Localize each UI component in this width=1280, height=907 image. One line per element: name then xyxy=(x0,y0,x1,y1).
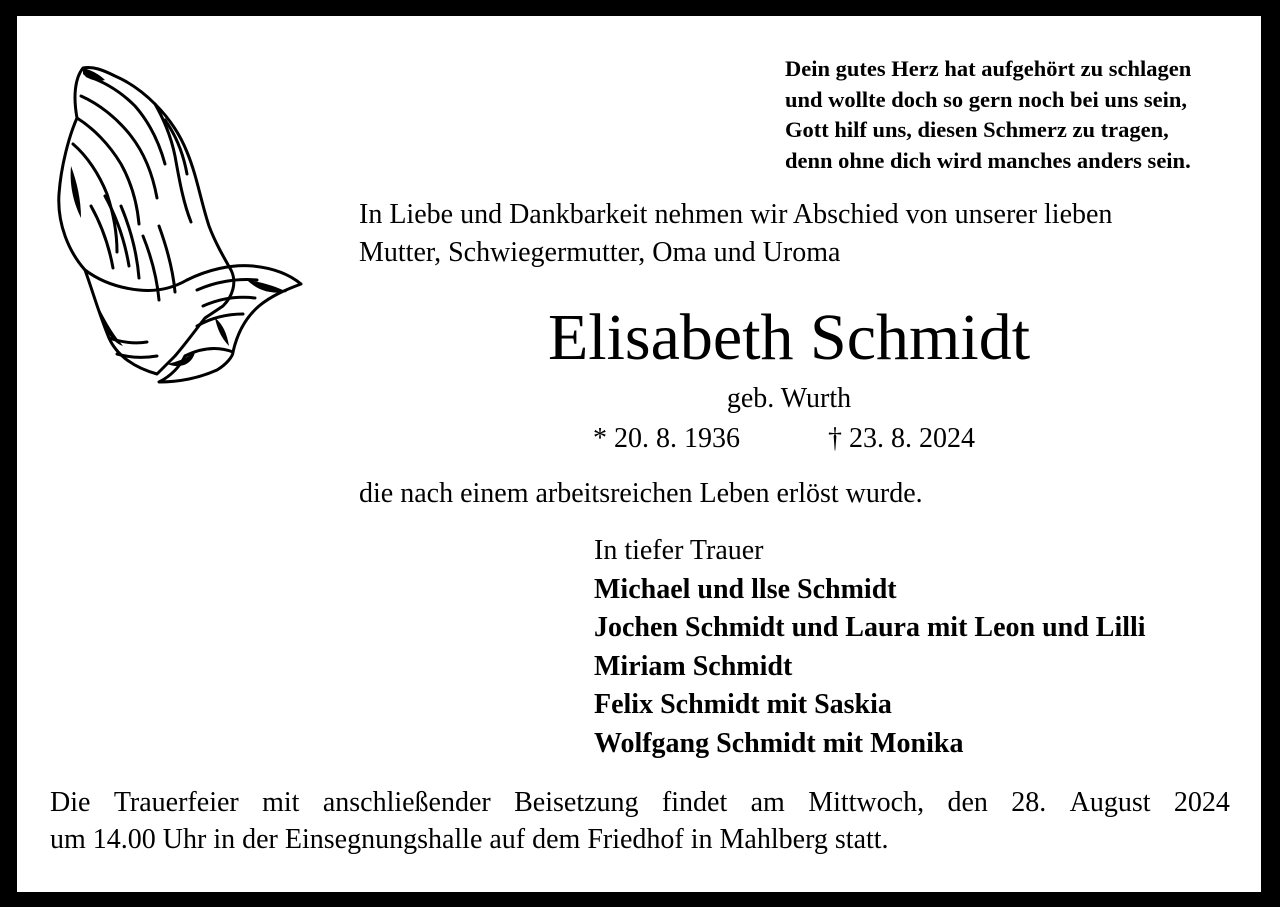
service-word: findet xyxy=(661,787,728,818)
service-word: am xyxy=(750,787,785,818)
mourners-list xyxy=(594,532,1146,763)
poem-line: denn ohne dich wird manches anders sein. xyxy=(785,147,1191,173)
praying-hands-icon xyxy=(47,56,309,386)
service-word: anschließender xyxy=(322,787,491,818)
service-info xyxy=(50,784,1230,858)
intro-line: Mutter, Schwiegermutter, Oma und Uroma xyxy=(359,237,841,268)
mourner-name: Felix Schmidt mit Saskia xyxy=(594,689,892,720)
service-word: Trauerfeier xyxy=(113,787,239,818)
poem xyxy=(785,54,1245,176)
mourner-name: Wolfgang Schmidt mit Monika xyxy=(594,727,964,759)
intro-text xyxy=(359,196,1249,272)
service-line-2: um 14.00 Uhr in der Einsegnungshalle auf dem Friedhof in Mahlberg statt. xyxy=(50,824,889,855)
poem-line: und wollte doch so gern noch bei uns sein, xyxy=(785,86,1187,112)
service-word: mit xyxy=(262,787,300,818)
service-word: den xyxy=(947,787,988,818)
service-word: 2024 xyxy=(1173,787,1230,818)
birth-date: * 20. 8. 1936 xyxy=(593,423,740,454)
service-word: Die xyxy=(50,787,91,818)
poem-line: Dein gutes Herz hat aufgehört zu schlagen xyxy=(785,56,1192,81)
service-word: Mittwoch, xyxy=(808,787,925,818)
mourner-name: Jochen Schmidt und Laura mit Leon und Lilli xyxy=(594,612,1146,643)
service-word: 28. xyxy=(1011,787,1047,818)
life-dates xyxy=(593,422,975,456)
mourner-name: Michael und llse Schmidt xyxy=(594,573,897,605)
relief-line: die nach einem arbeitsreichen Leben erlöst wurde. xyxy=(359,478,923,509)
service-word: August xyxy=(1069,787,1151,818)
deceased-name: Elisabeth Schmidt xyxy=(547,301,1031,374)
service-word: Beisetzung xyxy=(514,787,639,818)
obituary-notice xyxy=(17,16,1261,892)
mourner-name: Miriam Schmidt xyxy=(594,650,793,682)
intro-line: In Liebe und Dankbarkeit nehmen wir Abschied von unserer lieben xyxy=(359,199,1113,230)
mourners-heading: In tiefer Trauer xyxy=(594,535,764,566)
birth-name: geb. Wurth xyxy=(726,383,852,414)
poem-line: Gott hilf uns, diesen Schmerz zu tragen, xyxy=(785,117,1169,142)
death-date: † 23. 8. 2024 xyxy=(828,423,975,454)
service-line-1 xyxy=(50,784,1230,821)
